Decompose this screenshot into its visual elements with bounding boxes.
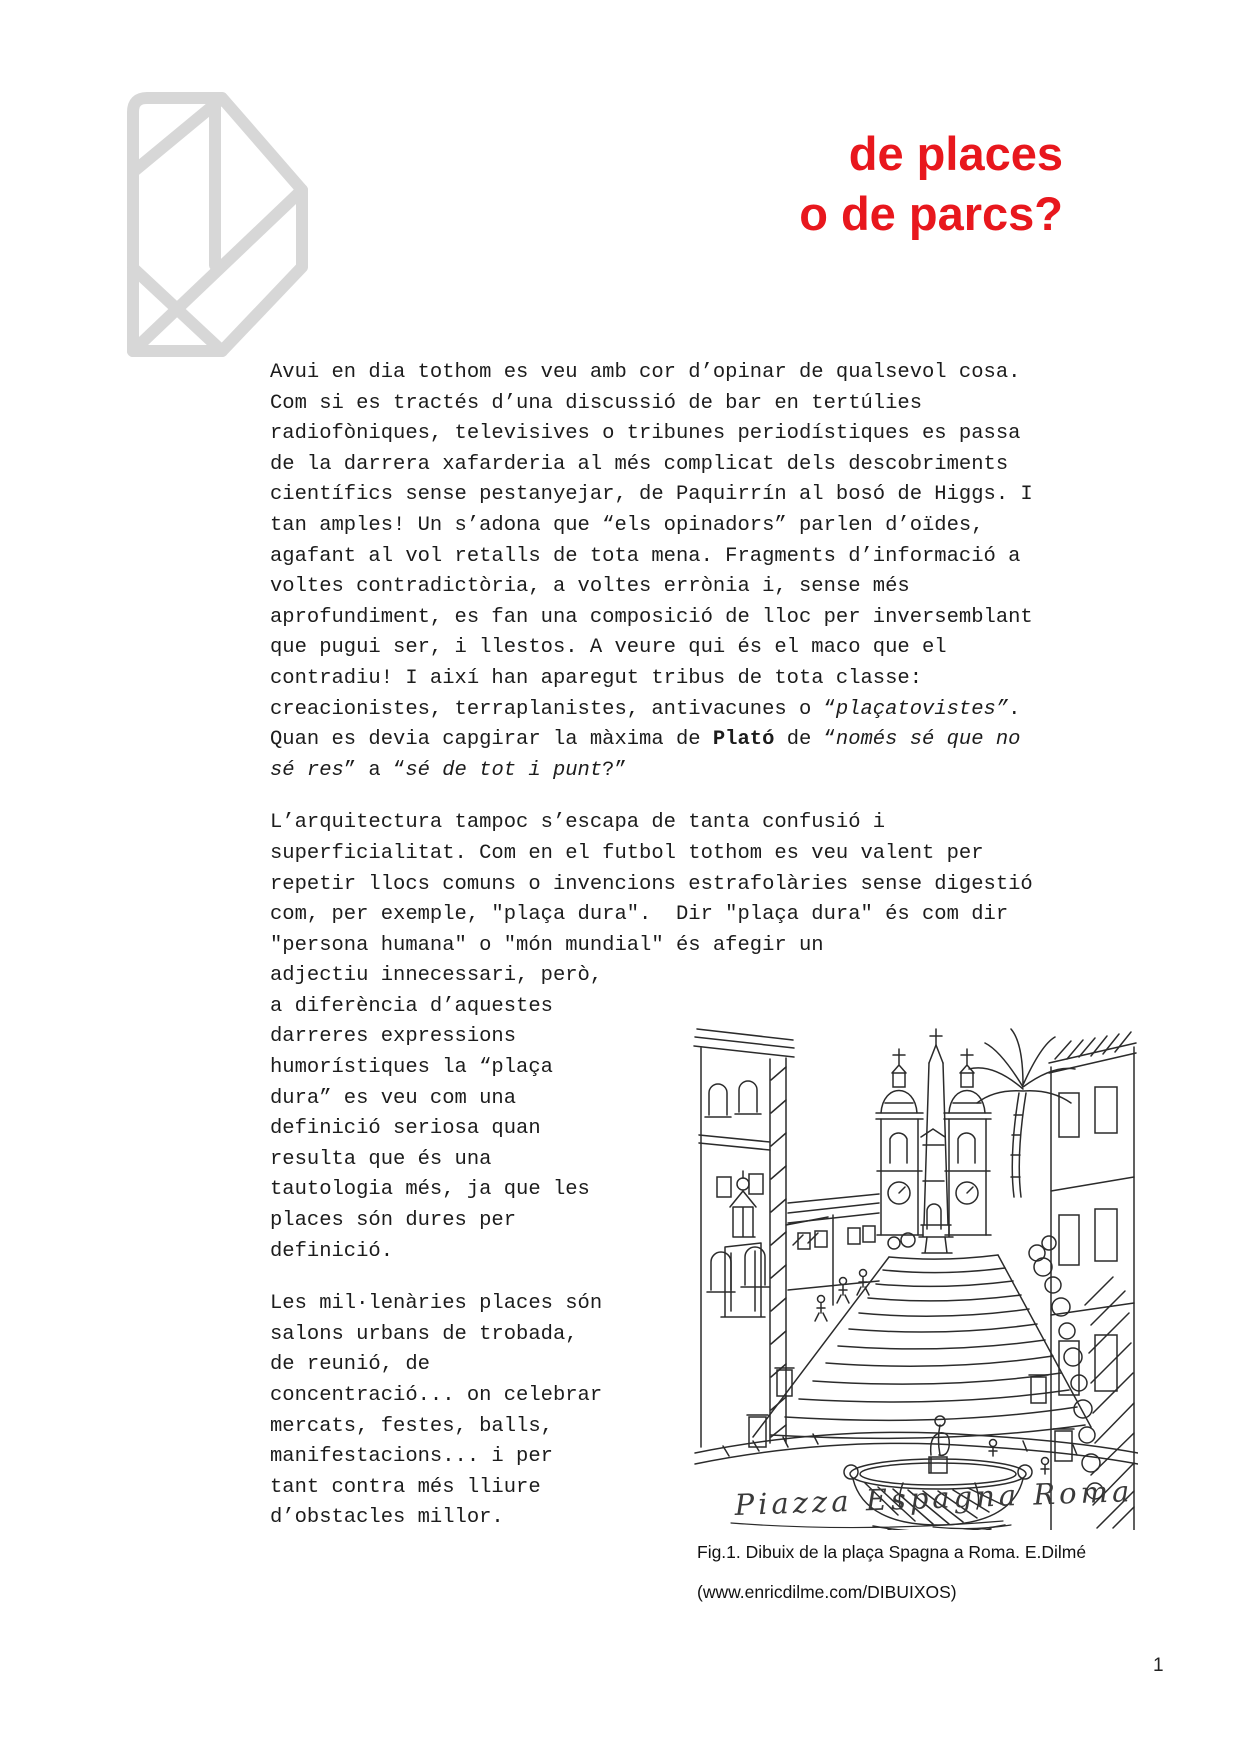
street-lamp <box>721 1171 765 1317</box>
logo-strokes <box>133 98 302 351</box>
spanish-steps <box>747 1255 1091 1461</box>
title-line-2: o de parcs? <box>799 187 1063 240</box>
church-left-tower <box>876 1049 923 1235</box>
text-line: tautologia més, ja que les <box>270 1178 590 1202</box>
text-line: repetir llocs comuns o invencions estrafolàries sense digestió <box>270 872 1033 896</box>
text-line: d’obstacles millor. <box>270 1506 504 1530</box>
text-line: científics sense pestanyejar, de Paquirrín al bosó de Higgs. I <box>270 483 1033 507</box>
text-line: resulta que és una <box>270 1147 492 1171</box>
obelisk <box>919 1029 953 1253</box>
text-line: sé res” a “sé de tot i punt?” <box>270 758 627 782</box>
text-line: Com si es tractés d’una discussió de bar en tertúlies <box>270 391 923 415</box>
caption-line-1: Fig.1. Dibuix de la plaça Spagna a Roma. E.Dilmé <box>697 1542 1087 1562</box>
text-line: definició seriosa quan <box>270 1117 541 1141</box>
text-line: Quan es devia capgirar la màxima de Plató de “només sé que no <box>270 728 1021 752</box>
text-line: tant contra més lliure <box>270 1475 541 1499</box>
text-line: creacionistes, terraplanistes, antivacunes o “plaçatovistes”. <box>270 697 1021 721</box>
figure-caption <box>697 1532 1127 1612</box>
text-line: concentració... on celebrar <box>270 1384 603 1407</box>
text-line: humorístiques la “plaça <box>270 1056 553 1080</box>
document-title <box>799 124 1063 244</box>
church-right-tower <box>944 1049 991 1235</box>
text-line: places són dures per <box>270 1209 517 1233</box>
text-line: de la darrera xafarderia al més complicat dels descobriments <box>270 452 1009 476</box>
title-line-1: de places <box>848 127 1063 180</box>
sketch-handwritten-label: Piazza Espagna Roma <box>734 1474 1134 1522</box>
piazza-spagna-sketch <box>693 985 1138 1530</box>
text-line: mercats, festes, balls, <box>270 1414 553 1438</box>
text-line: Avui en dia tothom es veu amb cor d’opinar de qualsevol cosa. <box>270 361 1021 384</box>
text-line: manifestacions... i per <box>270 1445 553 1469</box>
text-line: contradiu! I així han aparegut tribus de tota classe: <box>270 666 923 690</box>
text-line: definició. <box>270 1239 394 1263</box>
text-line: darreres expressions <box>270 1025 517 1049</box>
text-line: radiofòniques, televisives o tribunes periodístiques es passa <box>270 422 1021 446</box>
geometric-architect-logo <box>127 92 308 357</box>
text-line: "persona humana" o "món mundial" és afegir un <box>270 933 824 957</box>
text-line: a diferència d’aquestes <box>270 994 553 1018</box>
text-line: superficialitat. Com en el futbol tothom es veu valent per <box>270 841 984 865</box>
text-line: adjectiu innecessari, però, <box>270 964 603 988</box>
text-line: aprofundiment, es fan una composició de lloc per inversemblant <box>270 605 1033 629</box>
paragraph <box>270 358 1050 786</box>
right-building <box>1049 1032 1136 1530</box>
sketch-strokes <box>694 1029 1138 1530</box>
text-line: agafant al vol retalls de tota mena. Fragments d’informació a <box>270 544 1021 568</box>
text-line: L’arquitectura tampoc s’escapa de tanta confusió i <box>270 811 886 835</box>
caption-line-2: (www.enricdilme.com/DIBUIXOS) <box>697 1582 957 1602</box>
text-line: com, per exemple, "plaça dura". Dir "plaça dura" és com dir <box>270 903 1009 927</box>
text-line: de reunió, de <box>270 1353 430 1377</box>
figure-sketch <box>693 985 1138 1530</box>
text-line: salons urbans de trobada, <box>270 1322 578 1346</box>
text-line: que pugui ser, i llestos. A veure qui és el maco que el <box>270 636 947 660</box>
text-line: tan amples! Un s’adona que “els opinadors” parlen d’oïdes, <box>270 513 984 537</box>
text-line: voltes contradictòria, a voltes errònia i, sense més <box>270 575 910 599</box>
text-line: Les mil·lenàries places són <box>270 1292 603 1316</box>
page-number: 1 <box>1153 1655 1164 1676</box>
text-line: dura” es veu com una <box>270 1086 517 1110</box>
left-building <box>694 1029 828 1447</box>
